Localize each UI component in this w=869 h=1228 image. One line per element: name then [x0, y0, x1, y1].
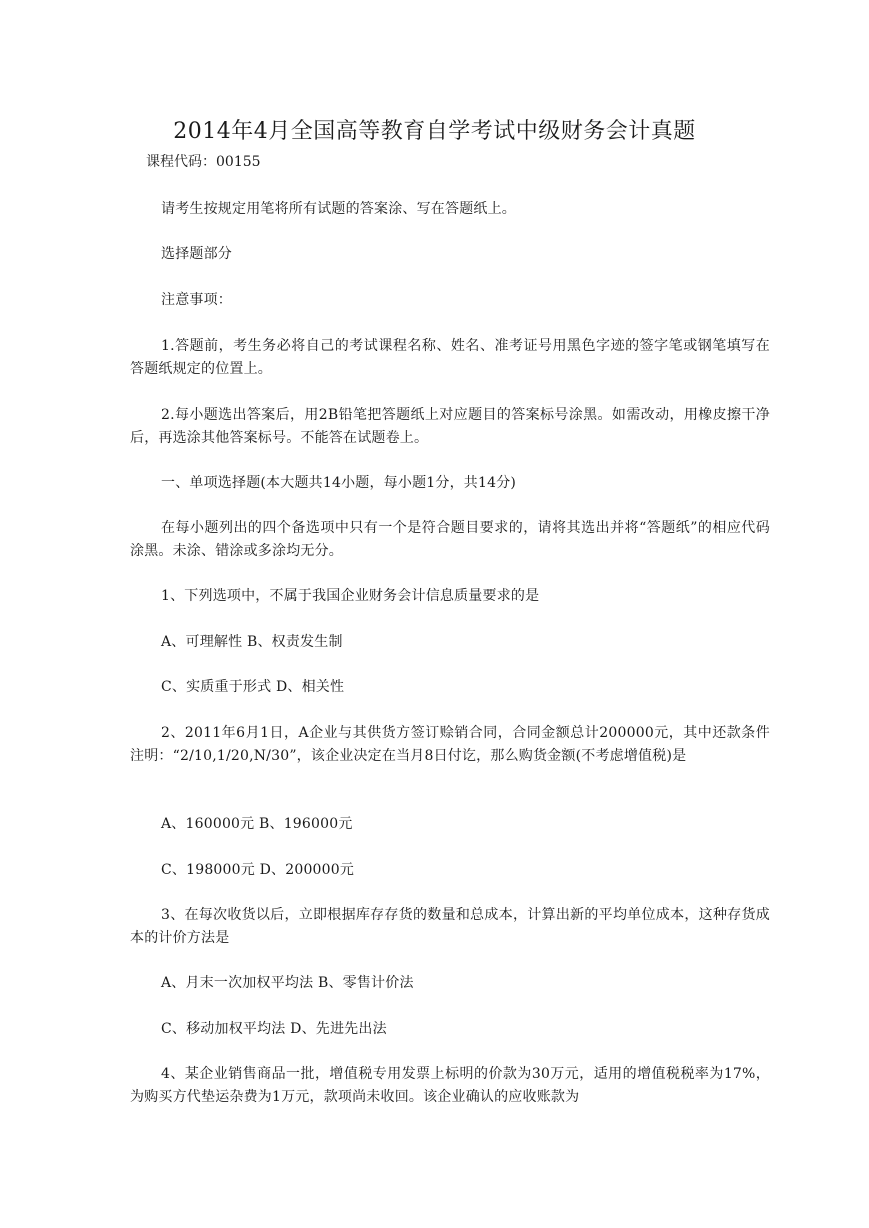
question-3: 3、在每次收货以后，立即根据库存存货的数量和总成本，计算出新的平均单位成本，这种存货成本的计价方法是: [130, 907, 770, 946]
course-code: 课程代码：00155: [146, 154, 261, 170]
question-4: 4、某企业销售商品一批，增值税专用发票上标明的价款为30万元，适用的增值税税率为17%，为购买方代垫运杂费为1万元，款项尚未收回。该企业确认的应收账款为: [130, 1066, 770, 1105]
section-heading-single-choice: 一、单项选择题(本大题共14小题，每小题1分，共14分): [161, 475, 517, 491]
question-1-options-cd: C、实质重于形式 D、相关性: [161, 679, 345, 695]
page-title: 2014年4月全国高等教育自学考试中级财务会计真题: [173, 119, 696, 144]
instruction-paragraph: 请考生按规定用笔将所有试题的答案涂、写在答题纸上。: [161, 201, 516, 217]
question-2-options-cd: C、198000元 D、200000元: [161, 862, 355, 878]
question-3-options-cd: C、移动加权平均法 D、先进先出法: [161, 1021, 387, 1037]
section-heading-choice: 选择题部分: [161, 246, 232, 262]
question-2: 2、2011年6月1日，A企业与其供货方签订赊销合同，合同金额总计200000元，其中还款条件注明：“2/10,1/20,N/30”，该企业决定在当月8日付讫，那么购货金额(不考虑增值税)是: [130, 725, 770, 764]
section-instruction: 在每小题列出的四个备选项中只有一个是符合题目要求的，请将其选出并将“答题纸”的相应代码涂黑。未涂、错涂或多涂均无分。: [130, 520, 770, 559]
question-3-options-ab: A、月末一次加权平均法 B、零售计价法: [161, 975, 414, 991]
question-1: 1、下列选项中，不属于我国企业财务会计信息质量要求的是: [161, 588, 540, 604]
notice-heading: 注意事项：: [161, 292, 232, 308]
question-2-options-ab: A、160000元 B、196000元: [161, 816, 353, 832]
notice-item-2: 2.每小题选出答案后，用2B铅笔把答题纸上对应题目的答案标号涂黑。如需改动，用橡皮擦干净后，再选涂其他答案标号。不能答在试题卷上。: [130, 407, 770, 446]
notice-item-1: 1.答题前，考生务必将自己的考试课程名称、姓名、准考证号用黑色字迹的签字笔或钢笔填写在答题纸规定的位置上。: [130, 338, 770, 377]
question-1-options-ab: A、可理解性 B、权责发生制: [161, 634, 343, 650]
